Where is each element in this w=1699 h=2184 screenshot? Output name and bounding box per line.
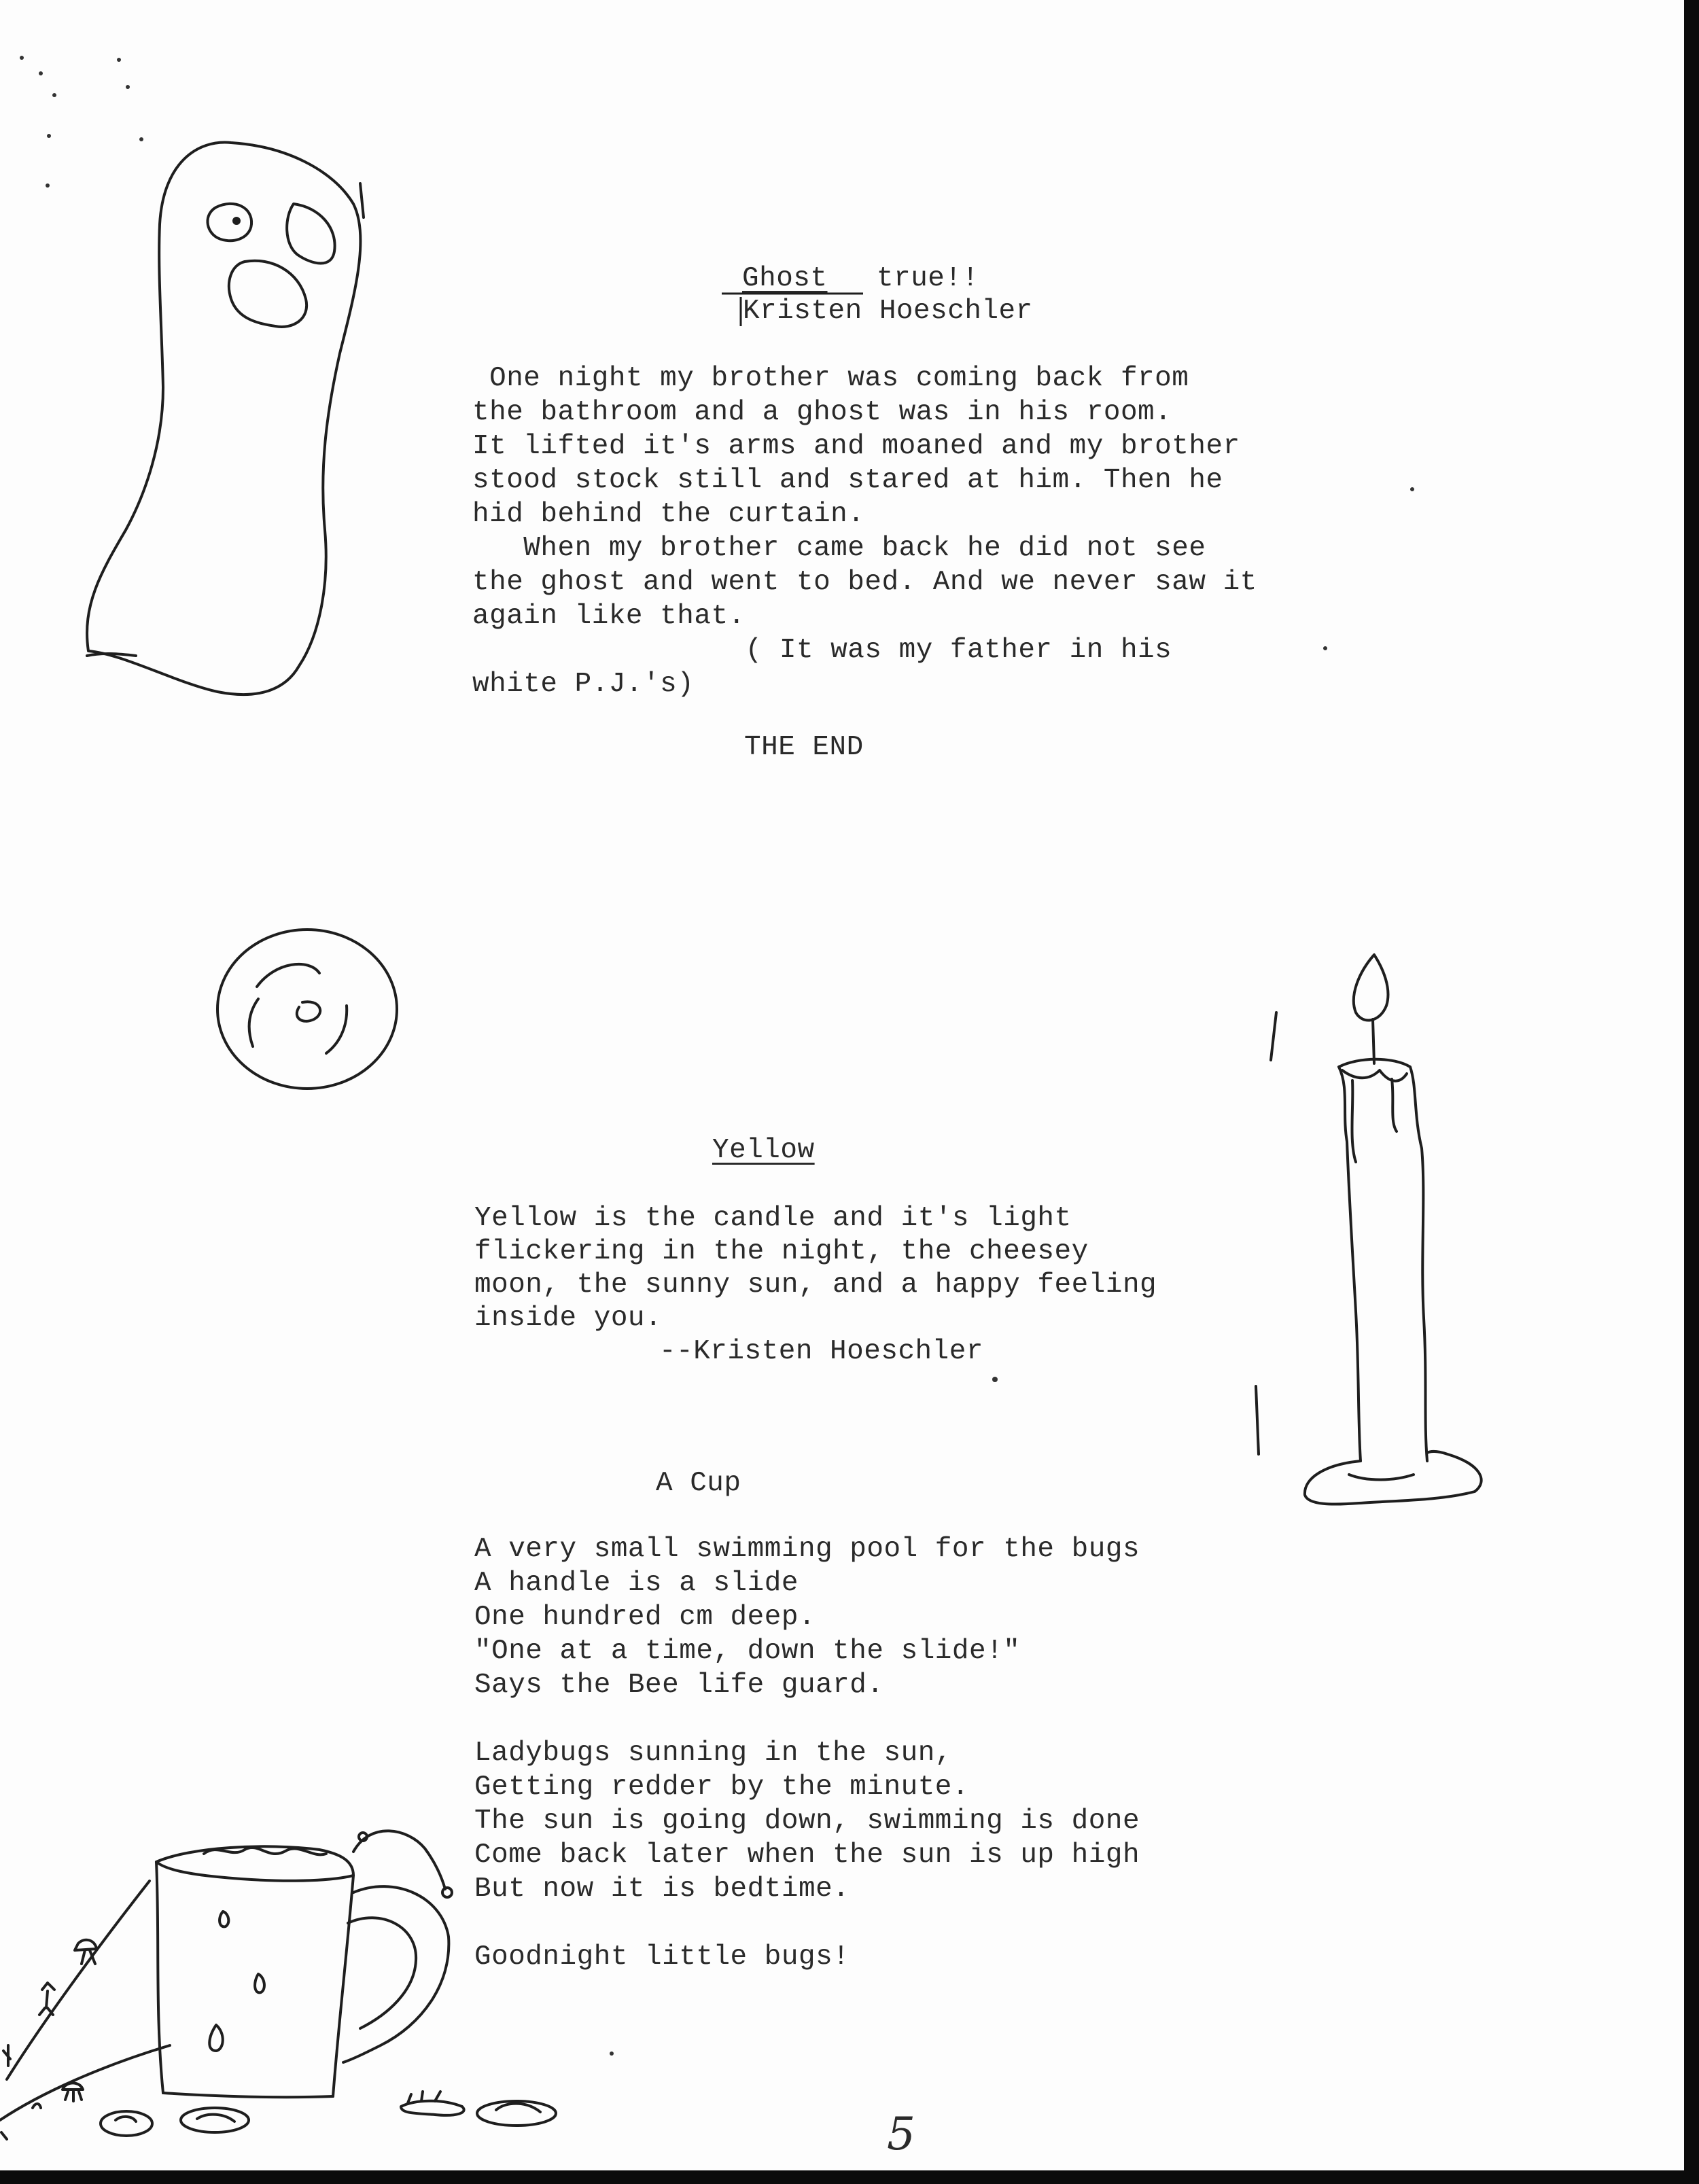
ghost-line: When my brother came back he did not see xyxy=(472,533,1206,564)
cup-title: A Cup xyxy=(656,1468,741,1499)
ghost-line: the bathroom and a ghost was in his room. xyxy=(472,397,1172,428)
yellow-title: Yellow xyxy=(712,1135,815,1166)
cup-closing: Goodnight little bugs! xyxy=(474,1941,850,1973)
cup-line: But now it is bedtime. xyxy=(474,1873,850,1905)
cup-line: A very small swimming pool for the bugs xyxy=(474,1534,1140,1565)
cup-line: Come back later when the sun is up high xyxy=(474,1839,1140,1871)
yellow-line: inside you. xyxy=(474,1303,663,1334)
yellow-line: Yellow is the candle and it's light xyxy=(474,1203,1072,1234)
cup-line: The sun is going down, swimming is done xyxy=(474,1806,1140,1837)
cup-line: Says the Bee life guard. xyxy=(474,1670,884,1701)
cup-line: Ladybugs sunning in the sun, xyxy=(474,1738,952,1769)
ghost-line: stood stock still and stared at him. Then he xyxy=(472,465,1223,496)
ghost-line: hid behind the curtain. xyxy=(472,499,865,530)
yellow-author: --Kristen Hoeschler xyxy=(659,1336,983,1367)
ghost-line: It lifted it's arms and moaned and my brother xyxy=(472,431,1240,462)
ghost-line: again like that. xyxy=(472,601,746,632)
ghost-line: One night my brother was coming back from xyxy=(472,363,1189,394)
page-number: 5 xyxy=(887,2108,915,2160)
ghost-line: white P.J.'s) xyxy=(472,669,695,700)
ghost-line: ( It was my father in his xyxy=(472,635,1172,666)
ghost-line: the ghost and went to bed. And we never saw it xyxy=(472,567,1257,598)
ghost-author: Kristen Hoeschler xyxy=(743,296,1033,327)
cup-line: "One at a time, down the slide!" xyxy=(474,1636,1021,1667)
yellow-line: moon, the sunny sun, and a happy feeling xyxy=(474,1269,1157,1301)
cup-line: Getting redder by the minute. xyxy=(474,1772,970,1803)
ghost-title-note: true!! xyxy=(877,263,979,294)
yellow-line: flickering in the night, the cheesey xyxy=(474,1236,1089,1267)
cup-line: One hundred cm deep. xyxy=(474,1602,816,1633)
ghost-title: Ghost xyxy=(742,263,828,294)
cup-line: A handle is a slide xyxy=(474,1568,799,1599)
ghost-ending: THE END xyxy=(744,732,864,763)
